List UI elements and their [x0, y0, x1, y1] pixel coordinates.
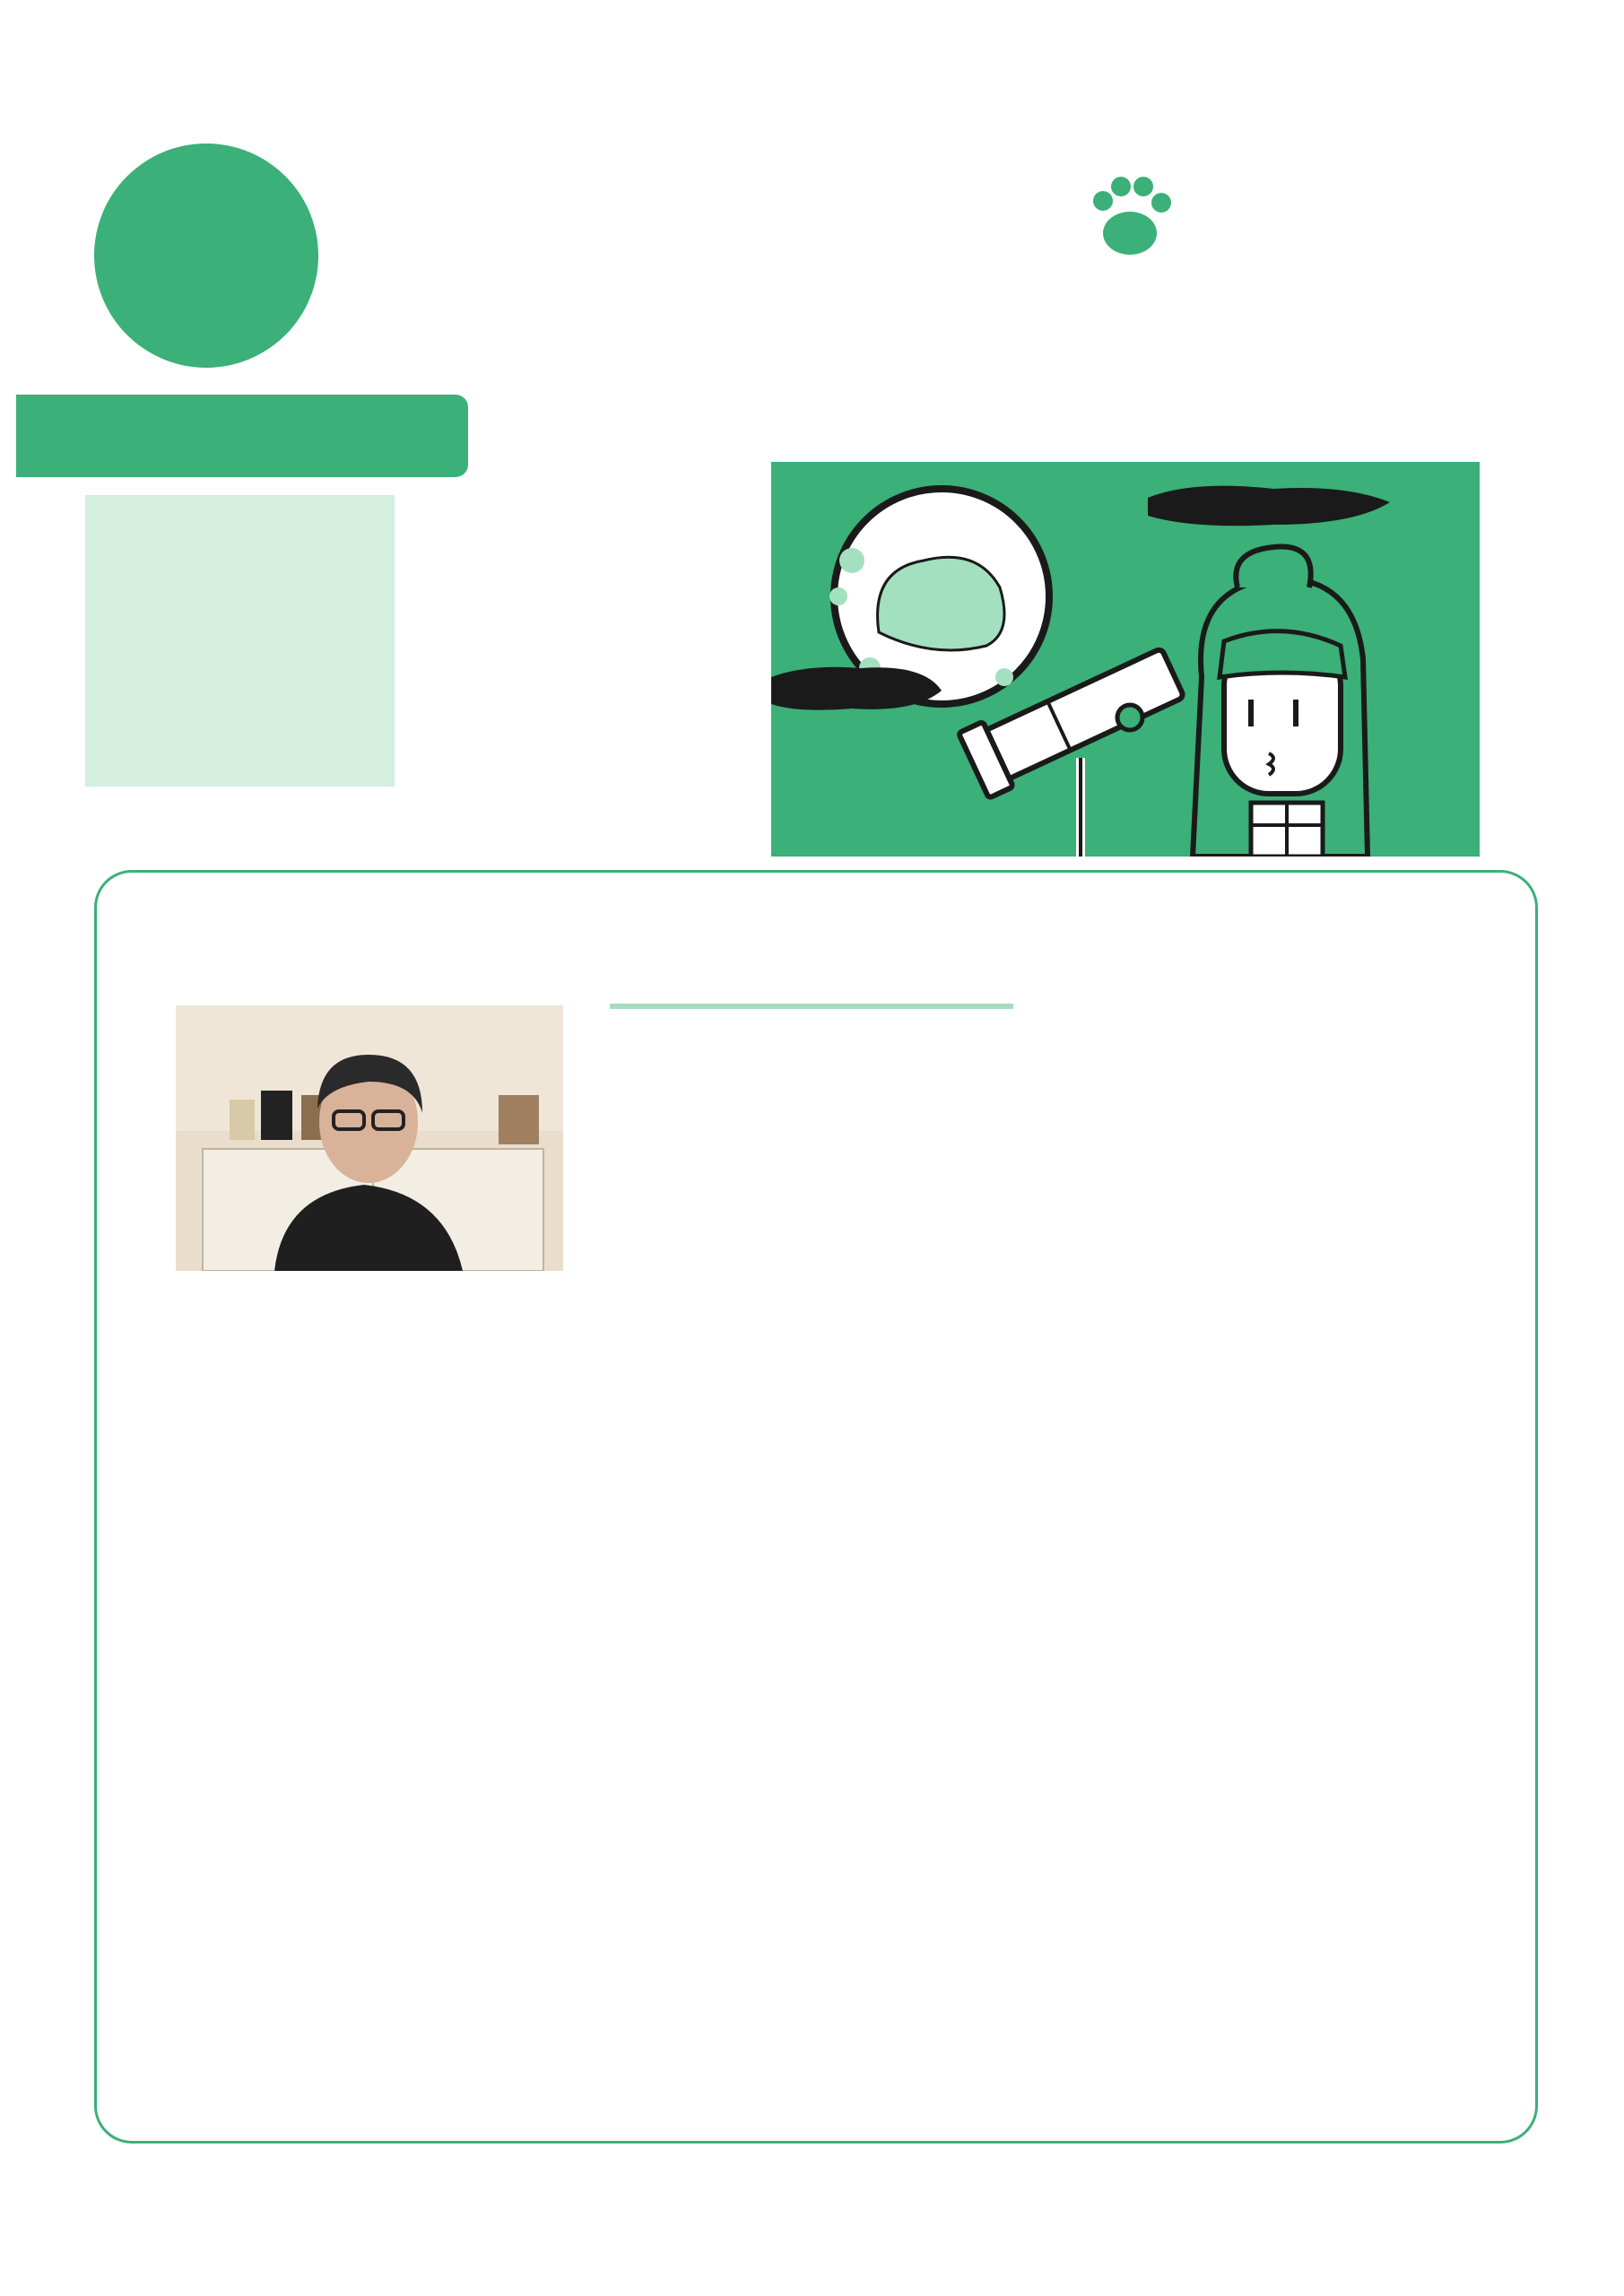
article-column-2: [610, 991, 1040, 1029]
author-photo: [176, 1005, 563, 1271]
article-box: [94, 870, 1538, 2144]
tip-heading: [16, 395, 468, 477]
bottom-leaf-border: [0, 2161, 1345, 2251]
newsletter-title: [484, 90, 1596, 493]
issue-date-badge: [94, 144, 318, 368]
paw-icon: [1093, 177, 1171, 255]
tip-body: [85, 495, 395, 787]
section-divider: [610, 1004, 1013, 1009]
telescope-illustration: [771, 462, 1480, 857]
top-leaf-border: [0, 0, 1624, 63]
